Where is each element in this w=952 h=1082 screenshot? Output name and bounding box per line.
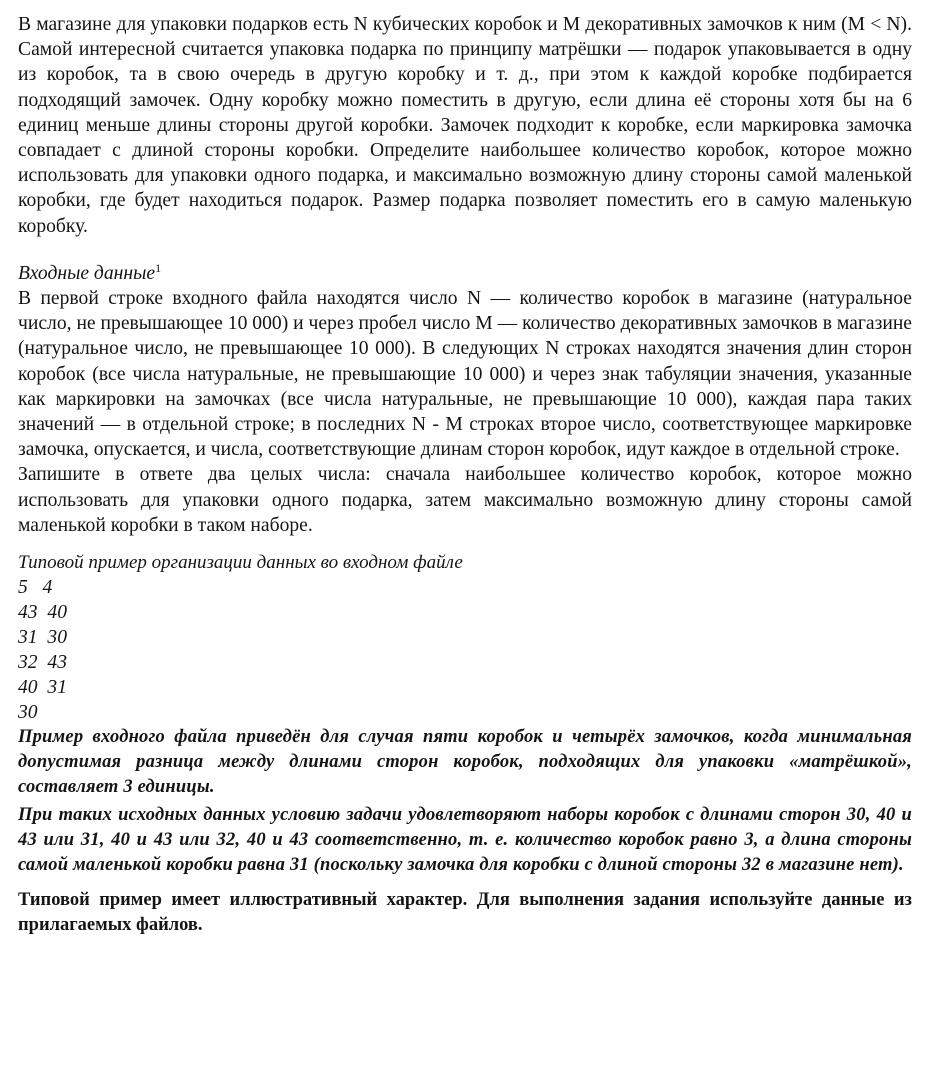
example-data-line: 31 30 <box>18 627 67 649</box>
example-explanation-2: При таких исходных данных условию задачи удовлетворяют наборы коробок с длинами сторон 30, 40 и 43 или 31, 40 и 43 или 32, 40 и 43 соответственно, т. е. количество коробок равно 3, а длина стороны самой маленькой коробки равна 31 (поскольку замочка для коробки с длиной стороны 32 в магазине нет). <box>18 804 912 876</box>
input-data-heading-text: Входные данные <box>18 262 156 284</box>
answer-instruction: Запишите в ответе два целых числа: сначала наибольшее количество коробок, которое можно использовать для упаковки одного подарка, затем максимально возможную длину стороны самой маленькой коробки в таком наборе. <box>18 464 912 536</box>
problem-statement: В магазине для упаковки подарков есть N кубических коробок и M декоративных замочков к ним (M < N). Самой интересной считается упаковка подарка по принципу матрёшки — подарок упаковывается в одну из коробок, та в свою очередь в другую коробку и т. д., при этом к каждой коробке подбирается подходящий замочек. Одну коробку можно поместить в другую, если длина её стороны хотя бы на 6 единиц меньше длины стороны другой коробки. Замочек подходит к коробке, если маркировка замочка совпадает с длиной стороны коробки. Определите наибольшее количество коробок, которое можно использовать для упаковки одного подарка, и максимально возможную длину стороны самой маленькой коробки, где будет находиться подарок. Размер подарка позволяет поместить его в самую маленькую коробку. <box>18 14 912 237</box>
closing-note: Типовой пример имеет иллюстративный характер. Для выполнения задания используйте данные из прилагаемых файлов. <box>18 890 912 936</box>
example-data-line: 40 31 <box>18 677 67 699</box>
footnote-mark: 1 <box>155 260 162 275</box>
example-data-line: 30 <box>18 702 38 724</box>
example-data-line: 43 40 <box>18 602 67 624</box>
example-caption: Типовой пример организации данных во входном файле <box>18 552 463 574</box>
example-data-block <box>18 575 912 725</box>
example-explanation-1: Пример входного файла приведён для случая пяти коробок и четырёх замочков, когда минимальная допустимая разница между длинами сторон коробок, подходящих для упаковки «матрёшкой», составляет 3 единицы. <box>18 727 912 798</box>
input-format-description: В первой строке входного файла находятся число N — количество коробок в магазине (натуральное число, не превышающее 10 000) и через пробел число M — количество декоративных замочков в магазине (натуральное число, не превышающее 10 000). В следующих N строках находятся значения длин сторон коробок (все числа натуральные, не превышающие 10 000) и через знак табуляции значения, указанные как маркировки на замочках (все числа натуральные, не превышающие 10 000), каждая пара таких значений — в отдельной строке; в последних N - M строках второе число, соответствующее маркировке замочка, опускается, и числа, соответствующие длинам сторон коробок, идут каждое в отдельной строке. <box>18 288 912 461</box>
example-data-line: 5 4 <box>18 577 53 599</box>
example-data-line: 32 43 <box>18 652 67 674</box>
input-data-heading <box>18 261 912 286</box>
